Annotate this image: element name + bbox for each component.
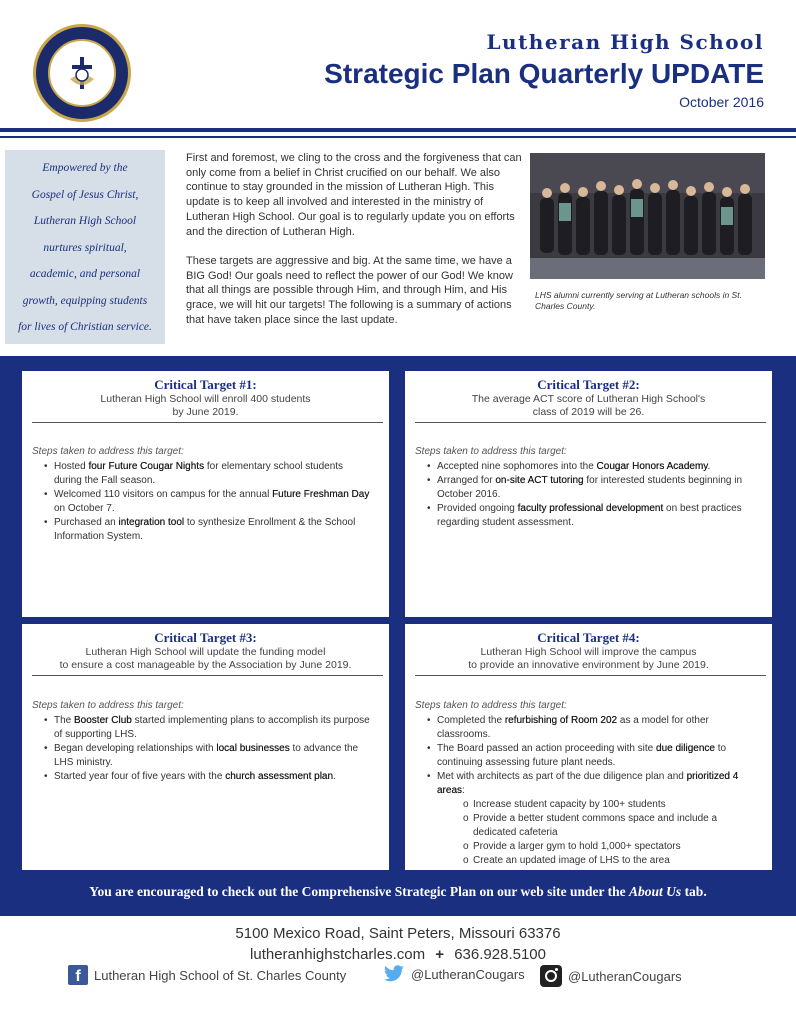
steps-label: Steps taken to address this target: [32, 446, 184, 457]
target-card-2 [405, 371, 772, 617]
social-links [68, 965, 768, 987]
list-item: • Hosted four Future Cougar Nights for elementary school students during the Fall season. [42, 460, 372, 488]
card-divider [415, 422, 766, 423]
facebook-label: Lutheran High School of St. Charles County [94, 967, 347, 983]
steps-list [425, 460, 760, 530]
page-title: Strategic Plan Quarterly UPDATE [324, 58, 764, 89]
school-seal-logo [33, 24, 131, 122]
intro-paragraph: These targets are aggressive and big. At the same time, we have a BIG God! Our goals need to reflect the power of our God! We know that all things are possible through Him, and through Him, and His grace, we will hit our targets! The following is a summary of actions that have taken place since the last update. [186, 254, 513, 326]
twitter-icon [383, 965, 405, 983]
target-card-4 [405, 624, 772, 870]
instagram-icon [540, 965, 562, 987]
steps-label: Steps taken to address this target: [415, 446, 567, 457]
twitter-link[interactable] [383, 965, 525, 983]
list-item: • Accepted nine sophomores into the Cougar Honors Academy. [425, 460, 760, 474]
target-title: Critical Target #1: [154, 377, 257, 392]
header-divider [0, 128, 796, 132]
target-description: Lutheran High School will improve the campus to provide an innovative environment by June 2019. [468, 646, 709, 671]
instagram-link[interactable] [540, 965, 682, 987]
issue-date: October 2016 [679, 94, 764, 110]
target-description: The average ACT score of Lutheran High School's class of 2019 will be 26. [471, 393, 706, 418]
phone-number[interactable]: 636.928.5100 [454, 946, 546, 963]
mission-statement [5, 150, 165, 344]
twitter-label: @LutheranCougars [411, 966, 525, 982]
list-item: • Welcomed 110 visitors on campus for the annual Future Freshman Day on October 7. [42, 488, 372, 516]
list-item: o Increase student capacity by 100+ students [461, 798, 763, 812]
photo-caption: LHS alumni currently serving at Lutheran schools in St. Charles County. [535, 290, 742, 311]
card-divider [415, 675, 766, 676]
target-card-1 [22, 371, 389, 617]
card-divider [32, 675, 383, 676]
list-item: • The Booster Club started implementing plans to accomplish its purpose of supporting LHS. [42, 714, 377, 742]
list-item: o Create an updated image of LHS to the area [461, 854, 763, 868]
separator-plus: + [435, 946, 445, 963]
strategic-plan-note: You are encouraged to check out the Comprehensive Strategic Plan on our web site under the About Us tab. [89, 884, 707, 899]
target-description: Lutheran High School will update the funding model to ensure a cost manageable by the Association by June 2019. [59, 646, 352, 671]
mission-line: academic, and personal [29, 268, 141, 280]
list-item: • Met with architects as part of the due diligence plan and prioritized 4 areas: o Increase student capacity by 100+ students o Provide a better student commons space and include a dedicated cafeteria o Provide a larger gym to hold 1,000+ spectators o Create an updated image of LHS to the area [425, 770, 763, 868]
header-divider-thin [0, 136, 796, 138]
website-link[interactable]: lutheranhighstcharles.com [250, 946, 426, 963]
contact-line [0, 946, 796, 963]
mission-line: nurtures spiritual, [43, 241, 127, 254]
mission-line: Empowered by the [42, 162, 128, 174]
target-title: Critical Target #2: [537, 377, 640, 392]
priority-areas-list [437, 798, 763, 868]
list-item: • Completed the refurbishing of Room 202 as a model for other classrooms. [425, 714, 763, 742]
target-title: Critical Target #4: [537, 630, 640, 645]
target-title: Critical Target #3: [154, 630, 257, 645]
steps-list [425, 714, 763, 868]
mission-line: for lives of Christian service. [18, 321, 152, 333]
about-us-link[interactable]: About Us [629, 884, 682, 899]
intro-text [186, 151, 524, 342]
intro-paragraph: First and foremost, we cling to the cross and the forgiveness that can only come from a belief in Christ crucified on our behalf. We also continue to stay grounded in the mission of Lutheran High. This update is to keep all involved and interested in the ministry of Lutheran High School. Our goal is to regularly update you on efforts and the direction of Lutheran High. [186, 152, 522, 238]
steps-label: Steps taken to address this target: [32, 700, 184, 711]
mission-line: Gospel of Jesus Christ, [31, 188, 139, 201]
mission-line: growth, equipping students [22, 294, 148, 307]
target-description: Lutheran High School will enroll 400 students by June 2019. [100, 393, 311, 418]
steps-label: Steps taken to address this target: [415, 700, 567, 711]
mission-line: Lutheran High School [33, 215, 137, 227]
list-item: • Started year four of five years with the church assessment plan. [42, 770, 377, 784]
list-item: • Began developing relationships with local businesses to advance the LHS ministry. [42, 742, 377, 770]
steps-list [42, 460, 372, 544]
steps-list [42, 714, 377, 784]
list-item: • Purchased an integration tool to synthesize Enrollment & the School Information System. [42, 516, 372, 544]
card-divider [32, 422, 383, 423]
target-card-3 [22, 624, 389, 870]
school-name: Lutheran High School [486, 30, 764, 54]
facebook-icon: f [68, 965, 88, 985]
list-item: o Provide a better student commons space and include a dedicated cafeteria [461, 812, 763, 840]
facebook-link[interactable] [68, 965, 346, 985]
alumni-group-photo [530, 153, 765, 279]
list-item: o Provide a larger gym to hold 1,000+ spectators [461, 840, 763, 854]
instagram-label: @LutheranCougars [568, 968, 682, 984]
school-address: 5100 Mexico Road, Saint Peters, Missouri 63376 [235, 925, 561, 942]
list-item: • Arranged for on-site ACT tutoring for interested students beginning in October 2016. [425, 474, 760, 502]
list-item: • The Board passed an action proceeding with site due diligence to continuing assessing future plant needs. [425, 742, 763, 770]
list-item: • Provided ongoing faculty professional development on best practices regarding student assessment. [425, 502, 760, 530]
